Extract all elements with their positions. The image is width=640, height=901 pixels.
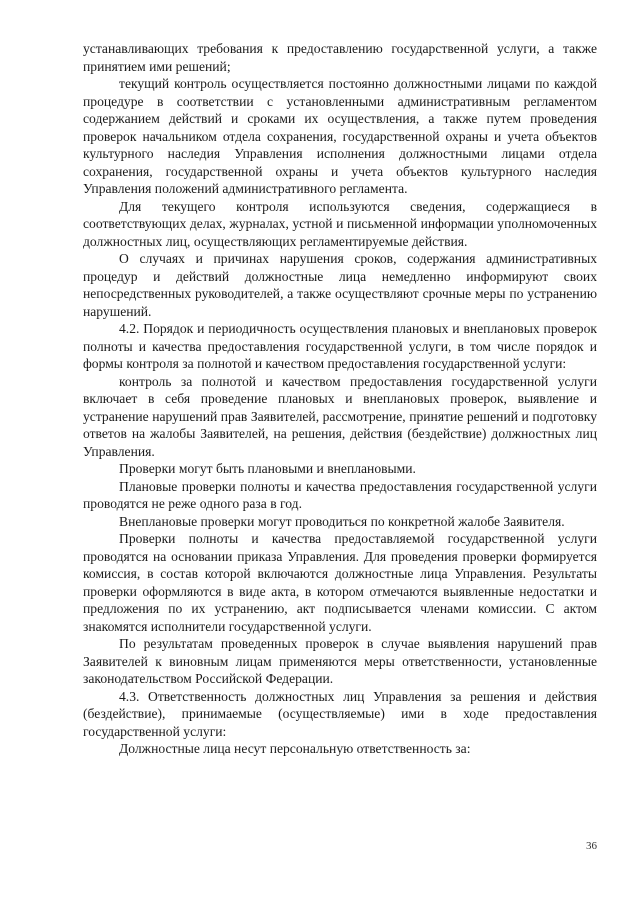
page-number: 36 bbox=[586, 840, 597, 852]
section-heading-4-3: 4.3. Ответственность должностных лиц Управления за решения и действия (бездействие), принимаемые (осуществляемые) ими в ходе предоставления государственной услуги: bbox=[83, 688, 597, 739]
paragraph: контроль за полнотой и качеством предоставления государственной услуги включает в себя проведение плановых и внеплановых проверок, выявление и устранение нарушений прав Заявителей, рассмотрение, принятие решений и подготовку ответов на жалобы Заявителей, на решения, действия (бездействие) должностных лиц Управления. bbox=[83, 373, 597, 459]
paragraph-continuation: устанавливающих требования к предоставлению государственной услуги, а также принятием ими решений; bbox=[83, 41, 597, 74]
paragraph: текущий контроль осуществляется постоянно должностными лицами по каждой процедуре в соответствии с установленными административным регламентом содержанием действий и сроками их осуществления, а также путем проведения проверок начальником отдела сохранения, государственной охраны и учета объектов культурного наследия Управления исполнения должностными лицами отдела сохранения, государственной охраны и учета объектов культурного наследия Управления положений административного регламента. bbox=[83, 76, 597, 196]
paragraph: Внеплановые проверки могут проводиться по конкретной жалобе Заявителя. bbox=[119, 513, 565, 529]
paragraph: Должностные лица несут персональную ответственность за: bbox=[119, 741, 471, 756]
paragraph: Проверки полноты и качества предоставляемой государственной услуги проводятся на основании приказа Управления. Для проведения проверки формируется комиссия, в состав которой включаются должностные лица Управления. Результаты проверки оформляются в виде акта, в котором отмечаются выявленные недостатки и предложения по их устранению, акт подписывается членами комиссии. С актом знакомятся исполнители государственной услуги. bbox=[83, 531, 597, 634]
paragraph: По результатам проведенных проверок в случае выявления нарушений прав Заявителей к виновным лицам применяются меры ответственности, установленные законодательством Российской Федерации. bbox=[83, 636, 597, 686]
body-text bbox=[83, 40, 597, 758]
paragraph: Проверки могут быть плановыми и внеплановыми. bbox=[119, 461, 416, 476]
paragraph: Для текущего контроля используются сведения, содержащиеся в соответствующих делах, журналах, устной и письменной информации уполномоченных должностных лиц, осуществляющих регламентируемые действия. bbox=[83, 198, 597, 249]
paragraph: Плановые проверки полноты и качества предоставления государственной услуги проводятся не реже одного раза в год. bbox=[83, 478, 597, 511]
section-heading-4-2: 4.2. Порядок и периодичность осуществления плановых и внеплановых проверок полноты и качества предоставления государственной услуги, в том числе порядок и формы контроля за полнотой и качеством предоставления государственной услуги: bbox=[83, 321, 597, 371]
paragraph: О случаях и причинах нарушения сроков, содержания административных процедур и действий должностные лица немедленно информируют своих непосредственных руководителей, а также осуществляют срочные меры по устранению нарушений. bbox=[83, 251, 597, 319]
